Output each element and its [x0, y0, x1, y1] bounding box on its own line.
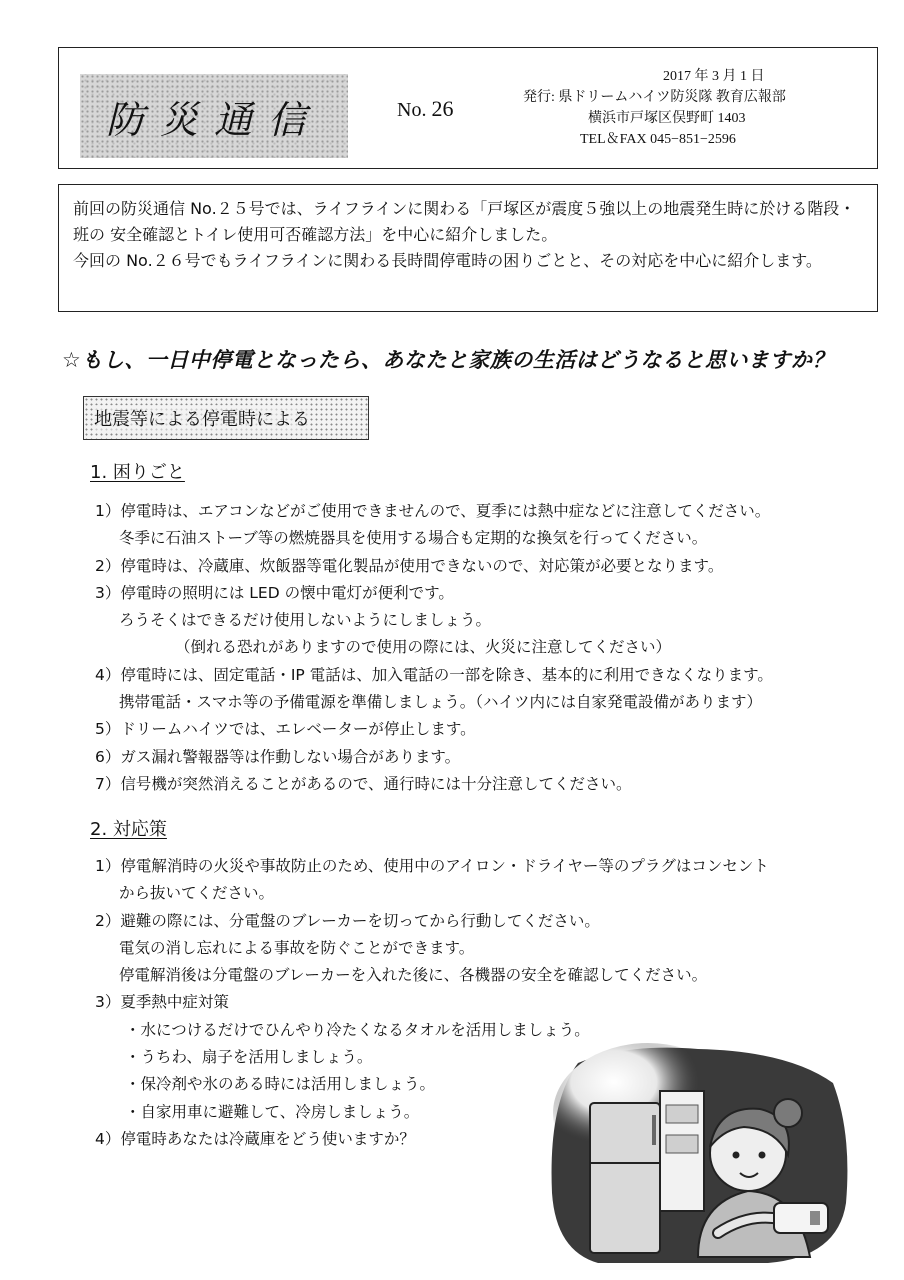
list-item: 携帯電話・スマホ等の予備電源を準備しましょう。（ハイツ内には自家発電設備があります） [119, 693, 762, 712]
list-item: 1）停電時は、エアコンなどがご使用できませんので、夏季には熱中症などに注意してください。 [95, 502, 771, 520]
list-item: 7）信号機が突然消えることがあるので、通行時には十分注意してください。 [95, 774, 632, 793]
list-item: 3）停電時の照明には LED の懐中電灯が便利です。 [95, 583, 454, 602]
publisher: 発行: 県ドリームハイツ防災隊 教育広報部 [523, 90, 786, 105]
publication-info [508, 66, 838, 150]
countermeasures-heading: 2. 対応策 [90, 819, 167, 840]
list-item: 停電解消後は分電盤のブレーカーを入れた後に、各機器の安全を確認してください。 [119, 966, 708, 985]
intro-paragraph-2: 今回の No.２６号でもライフラインに関わる長時間停電時の困りごとと、その対応を中心に紹介します。 [73, 251, 822, 270]
list-item: 2）避難の際には、分電盤のブレーカーを切ってから行動してください。 [95, 911, 600, 930]
troubles-list [95, 498, 773, 798]
issue-prefix: No. [397, 99, 427, 121]
list-item: 冬季に石油ストーブ等の燃焼器具を使用する場合も定期的な換気を行ってください。 [119, 529, 708, 548]
newsletter-title: 防災通信 [105, 97, 322, 142]
list-item: ・うちわ、扇子を活用しましょう。 [125, 1048, 373, 1067]
issue-number-value: 26 [431, 96, 454, 121]
list-item: から抜いてください。 [119, 884, 275, 903]
issue-date: 2017 年 3 月 1 日 [663, 69, 765, 84]
intro-box [58, 184, 878, 312]
list-item: ・自家用車に避難して、冷房しましょう。 [125, 1102, 420, 1121]
tel-fax: TEL＆FAX 045−851−2596 [580, 132, 736, 147]
issue-number [397, 96, 453, 122]
section-title: 地震等による停電時による [94, 405, 310, 431]
list-item: ろうそくはできるだけ使用しないようにしましょう。 [119, 611, 492, 630]
list-item: 2）停電時は、冷蔵庫、炊飯器等電化製品が使用できないので、対応策が必要となります。 [95, 556, 724, 575]
list-item: （倒れる恐れがありますので使用の際には、火災に注意してください） [175, 638, 672, 657]
refrigerator-illustration [548, 1043, 852, 1265]
list-item: ・水につけるだけでひんやり冷たくなるタオルを活用しましょう。 [125, 1020, 590, 1039]
question-heading: ☆もし、一日中停電となったら、あなたと家族の生活はどうなると思いますか？ [62, 348, 834, 372]
intro-paragraph-1: 前回の防災通信 No.２５号では、ライフラインに関わる「戸塚区が震度５強以上の地震発生時に於ける階段・班の 安全確認とトイレ使用可否確認方法」を中心に紹介しました。 [73, 199, 856, 244]
list-item: ・保冷剤や氷のある時には活用しましょう。 [125, 1075, 436, 1094]
list-item: 6）ガス漏れ警報器等は作動しない場合があります。 [95, 747, 461, 766]
list-item: 4）停電時あなたは冷蔵庫をどう使いますか？ [95, 1129, 415, 1148]
list-item: 1）停電解消時の火災や事故防止のため、使用中のアイロン・ドライヤー等のプラグはコンセント [95, 857, 769, 875]
list-item: 4）停電時には、固定電話・IP 電話は、加入電話の一部を除き、基本的に利用できなくなります。 [95, 665, 773, 684]
troubles-heading: 1. 困りごと [90, 462, 185, 483]
refrigerator-icon [590, 1103, 660, 1253]
list-item: 5）ドリームハイツでは、エレベーターが停止します。 [95, 720, 476, 739]
section-title-box [83, 396, 369, 440]
list-item: 電気の消し忘れによる事故を防ぐことができます。 [119, 938, 475, 957]
list-item: 3）夏季熱中症対策 [95, 993, 229, 1012]
address: 横浜市戸塚区俣野町 1403 [588, 111, 746, 126]
